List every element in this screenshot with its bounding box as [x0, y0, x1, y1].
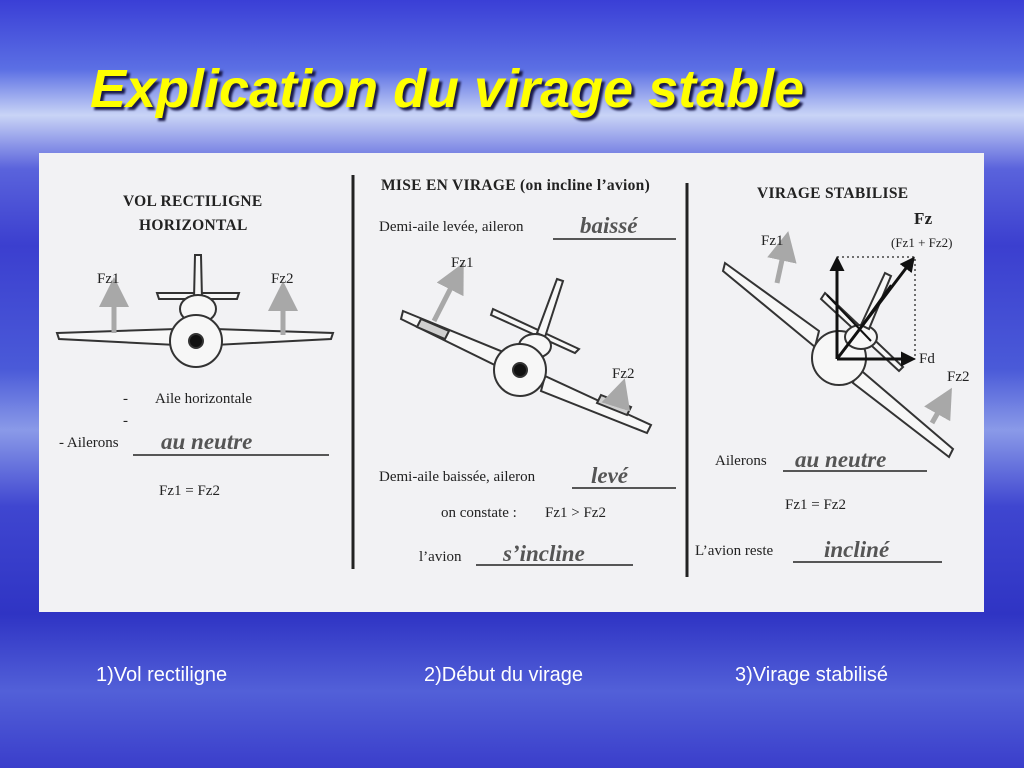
fz1-label: Fz1: [97, 271, 120, 287]
slide-title: Explication du virage stable: [90, 59, 805, 119]
bullet-aile-horizontale: Aile horizontale: [155, 391, 253, 407]
fz-sum-label: (Fz1 + Fz2): [891, 235, 953, 250]
avion-reste-label: L’avion reste: [695, 543, 774, 559]
diagram-panel: [39, 153, 984, 612]
ailerons-answer: au neutre: [161, 429, 253, 454]
fz2-label: Fz2: [612, 366, 635, 382]
demi-aile-baissee-label: Demi-aile baissée, aileron: [379, 469, 536, 485]
avion-label: l’avion: [419, 549, 462, 565]
ailerons-label: Ailerons: [715, 453, 767, 469]
panel2-heading-main: MISE EN VIRAGE: [381, 177, 516, 194]
panel3-heading: VIRAGE STABILISE: [757, 185, 909, 202]
fz2-label: Fz2: [947, 369, 970, 385]
panel2-heading-note: (on incline l’avion): [520, 177, 651, 194]
fd-label: Fd: [919, 351, 935, 367]
avion-reste-answer: incliné: [824, 537, 890, 562]
fz1-label: Fz1: [451, 255, 474, 271]
caption-debut-virage: 2)Début du virage: [424, 664, 583, 686]
fz2-arrow: [617, 384, 623, 403]
equation-fz1-fz2: Fz1 = Fz2: [785, 497, 846, 513]
aileron-answer-baisse: baissé: [580, 213, 638, 238]
fz2-label: Fz2: [271, 271, 294, 287]
fz1-arrow: [434, 268, 461, 321]
fz2-arrow: [932, 393, 949, 423]
caption-vol-rectiligne: 1)Vol rectiligne: [96, 664, 228, 686]
demi-aile-levee-label: Demi-aile levée, aileron: [379, 219, 524, 235]
aileron-answer-leve: levé: [591, 463, 629, 488]
panel1-heading-line2: HORIZONTAL: [139, 217, 248, 234]
bullet-dash: -: [123, 391, 128, 407]
ailerons-label: - Ailerons: [59, 435, 119, 451]
on-constate-label: on constate :: [441, 505, 517, 521]
fz1-label: Fz1: [761, 233, 784, 249]
fz1-greater-fz2: Fz1 > Fz2: [545, 505, 606, 521]
caption-virage-stabilise: 3)Virage stabilisé: [735, 664, 889, 686]
equation-fz1-fz2: Fz1 = Fz2: [159, 483, 220, 499]
panel2-heading: [381, 177, 650, 195]
bullet-dash: -: [123, 413, 128, 429]
avion-answer-incline: s’incline: [503, 541, 585, 566]
ailerons-answer: au neutre: [795, 447, 887, 472]
fz-label: Fz: [914, 209, 933, 228]
panel1-heading-line1: VOL RECTILIGNE: [123, 193, 263, 210]
plane-banking-icon: [401, 279, 651, 433]
